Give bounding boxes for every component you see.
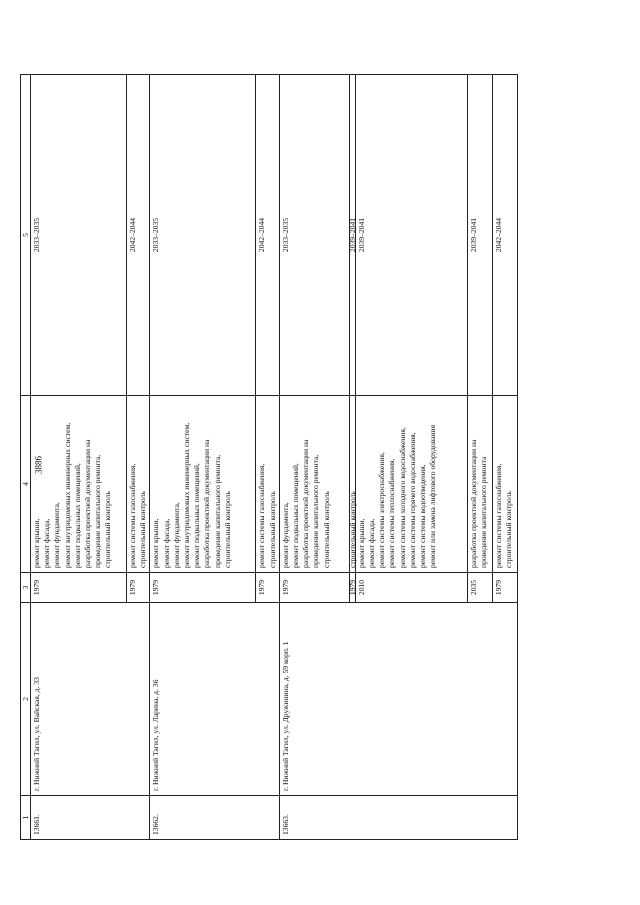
work-item: ремонт системы электроснабжения, — [377, 452, 387, 568]
entry-address: г. Нижний Тагил, ул. Ларина, д. 36 — [150, 603, 279, 796]
work-item: строительный контроль — [103, 491, 113, 568]
works-list — [492, 396, 517, 573]
work-item: ремонт системы холодного водоснабжения, — [397, 427, 407, 568]
page-number: 3886 — [33, 456, 44, 474]
works-list — [31, 396, 127, 573]
repair-period: 2042–2044 — [256, 75, 279, 396]
work-item: строительный контроль — [222, 491, 232, 568]
work-item: ремонт подвальных помещений, — [72, 463, 82, 568]
work-item: строительный контроль — [347, 491, 357, 568]
repair-period: 2042–2044 — [492, 75, 517, 396]
work-item: разработка проектной документации на — [202, 439, 212, 568]
works-list — [467, 396, 492, 573]
work-item: ремонт системы газоснабжения, — [128, 463, 137, 568]
work-item: ремонт фундамента, — [171, 502, 181, 568]
work-item: разработка проектной документации на — [468, 439, 478, 568]
entry-number: 13661. — [31, 796, 150, 840]
build-year: 1979 — [127, 573, 150, 603]
entry-address: г. Нижний Тагил, ул. Дружинина, д. 59 корп. 1 — [279, 603, 517, 796]
work-item: ремонт фундамента, — [52, 502, 62, 568]
table-row — [150, 75, 256, 840]
entry-number: 13662. — [150, 796, 279, 840]
work-item: строительный контроль — [321, 491, 331, 568]
column-number: 1 — [21, 796, 31, 840]
column-number: 4 — [21, 396, 31, 573]
repair-period: 2039–2041 — [349, 75, 355, 396]
work-item: ремонт крыши, — [32, 518, 41, 568]
works-list — [150, 396, 256, 573]
entry-number: 13663. — [279, 796, 517, 840]
work-item: ремонт или замена лифтового оборудования — [428, 424, 438, 568]
rotated-table-wrapper — [20, 75, 514, 840]
work-item: строительный контроль — [504, 491, 514, 568]
repair-period: 2039–2041 — [467, 75, 492, 396]
work-item: ремонт системы газоснабжения, — [493, 463, 503, 568]
work-item: ремонт крыши, — [356, 518, 366, 568]
entry-address: г. Нижний Тагил, ул. Вайская, д. 33 — [31, 603, 150, 796]
works-list — [127, 396, 150, 573]
repair-schedule-table — [20, 74, 518, 840]
work-item: ремонт фасада, — [42, 518, 52, 568]
repair-period: 2033–2035 — [279, 75, 349, 396]
repair-period: 2033–2035 — [31, 75, 127, 396]
build-year: 1979 — [256, 573, 279, 603]
work-item: строительный контроль — [267, 491, 277, 568]
column-number-row — [21, 75, 31, 840]
table-row — [31, 75, 127, 840]
work-item: ремонт фасада, — [161, 518, 171, 568]
work-item: проведение капитального ремонта, — [311, 454, 321, 568]
work-item: ремонт системы газоснабжения, — [257, 463, 267, 568]
build-year: 1979 — [279, 573, 349, 603]
build-year: 1979 — [492, 573, 517, 603]
work-item: строительный контроль — [138, 491, 148, 568]
work-item: разработка проектной документации на — [301, 439, 311, 568]
work-item: ремонт фасада, — [367, 518, 377, 568]
work-item: ремонт фундамента, — [280, 502, 290, 568]
work-item: разработка проектной документации на — [83, 439, 93, 568]
work-item: ремонт внутридомовых инженерных систем, — [182, 422, 192, 568]
column-number: 5 — [21, 75, 31, 396]
build-year: 1979 — [31, 573, 127, 603]
work-item: проведение капитального ремонта, — [93, 454, 103, 568]
work-item: проведение капитального ремонта — [479, 456, 489, 568]
work-item: проведение капитального ремонта, — [212, 454, 222, 568]
repair-period: 2039–2041 — [355, 75, 467, 396]
build-year: 2010 — [355, 573, 467, 603]
column-number: 2 — [21, 603, 31, 796]
column-number: 3 — [21, 573, 31, 603]
works-list — [355, 396, 467, 573]
work-item: ремонт внутридомовых инженерных систем, — [62, 422, 72, 568]
work-item: ремонт подвальных помещений, — [291, 463, 301, 568]
table-row — [279, 75, 349, 840]
repair-period: 2033–2035 — [150, 75, 256, 396]
work-item: ремонт крыши, — [151, 518, 161, 568]
work-item: ремонт системы теплоснабжения, — [387, 458, 397, 568]
works-list — [256, 396, 279, 573]
works-list — [279, 396, 349, 573]
work-item: ремонт подвальных помещений, — [192, 463, 202, 568]
build-year: 1979 — [349, 573, 355, 603]
build-year: 1979 — [150, 573, 256, 603]
work-item: ремонт системы горячего водоснабжения, — [407, 432, 417, 568]
repair-period: 2042–2044 — [127, 75, 150, 396]
work-item: ремонт системы водоотведения, — [418, 464, 428, 568]
build-year: 2035 — [467, 573, 492, 603]
